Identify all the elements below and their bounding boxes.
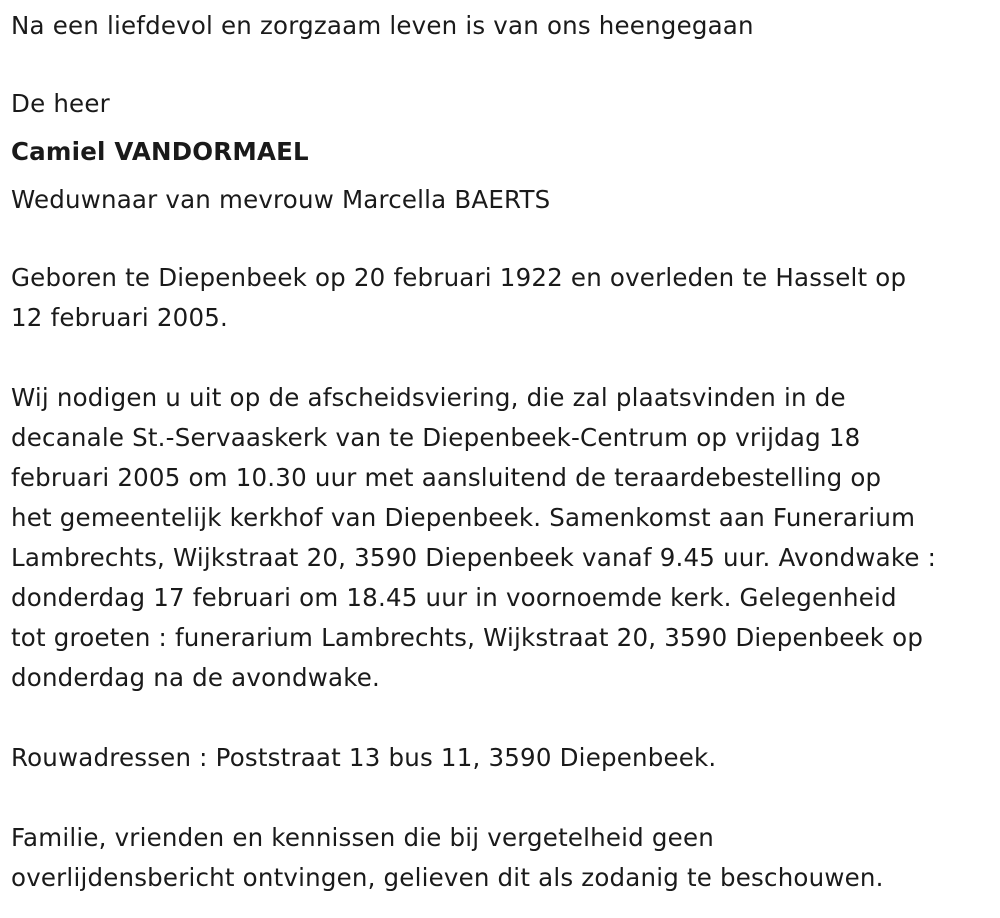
spacer [11, 698, 996, 738]
intro-text: Na een liefdevol en zorgzaam leven is van ons heengegaan [11, 11, 754, 40]
paragraph-line: donderdag 17 februari om 18.45 uur in voornoemde kerk. Gelegenheid [11, 583, 897, 612]
paragraph-line: overlijdensbericht ontvingen, gelieven dit als zodanig te beschouwen. [11, 863, 884, 892]
paragraph-line: Geboren te Diepenbeek op 20 februari 1922 en overleden te Hasselt op [11, 263, 907, 292]
deceased-name: Camiel VANDORMAEL [11, 137, 309, 166]
paragraph-line: decanale St.-Servaaskerk van te Diepenbeek-Centrum op vrijdag 18 [11, 423, 861, 452]
paragraph-line: donderdag na de avondwake. [11, 663, 380, 692]
birth-death-paragraph [11, 258, 996, 338]
paragraph-line: tot groeten : funerarium Lambrechts, Wijkstraat 20, 3590 Diepenbeek op [11, 623, 924, 652]
death-notice [11, 6, 996, 898]
relation-text: Weduwnaar van mevrouw Marcella BAERTS [11, 185, 551, 214]
paragraph-line: 12 februari 2005. [11, 303, 229, 332]
paragraph-line: Familie, vrienden en kennissen die bij vergetelheid geen [11, 823, 714, 852]
paragraph-line: februari 2005 om 10.30 uur met aansluitend de teraardebestelling op [11, 463, 882, 492]
paragraph-line: het gemeentelijk kerkhof van Diepenbeek. Samenkomst aan Funerarium [11, 503, 916, 532]
mourning-address: Rouwadressen : Poststraat 13 bus 11, 3590 Diepenbeek. [11, 743, 717, 772]
spacer [11, 220, 996, 258]
spacer [11, 778, 996, 818]
paragraph-line: Lambrechts, Wijkstraat 20, 3590 Diepenbeek vanaf 9.45 uur. Avondwake : [11, 543, 937, 572]
honorific: De heer [11, 89, 110, 118]
invitation-paragraph [11, 378, 996, 698]
paragraph-line: Wij nodigen u uit op de afscheidsviering, die zal plaatsvinden in de [11, 383, 846, 412]
spacer [11, 46, 996, 86]
spacer [11, 338, 996, 378]
closing-paragraph [11, 818, 996, 898]
